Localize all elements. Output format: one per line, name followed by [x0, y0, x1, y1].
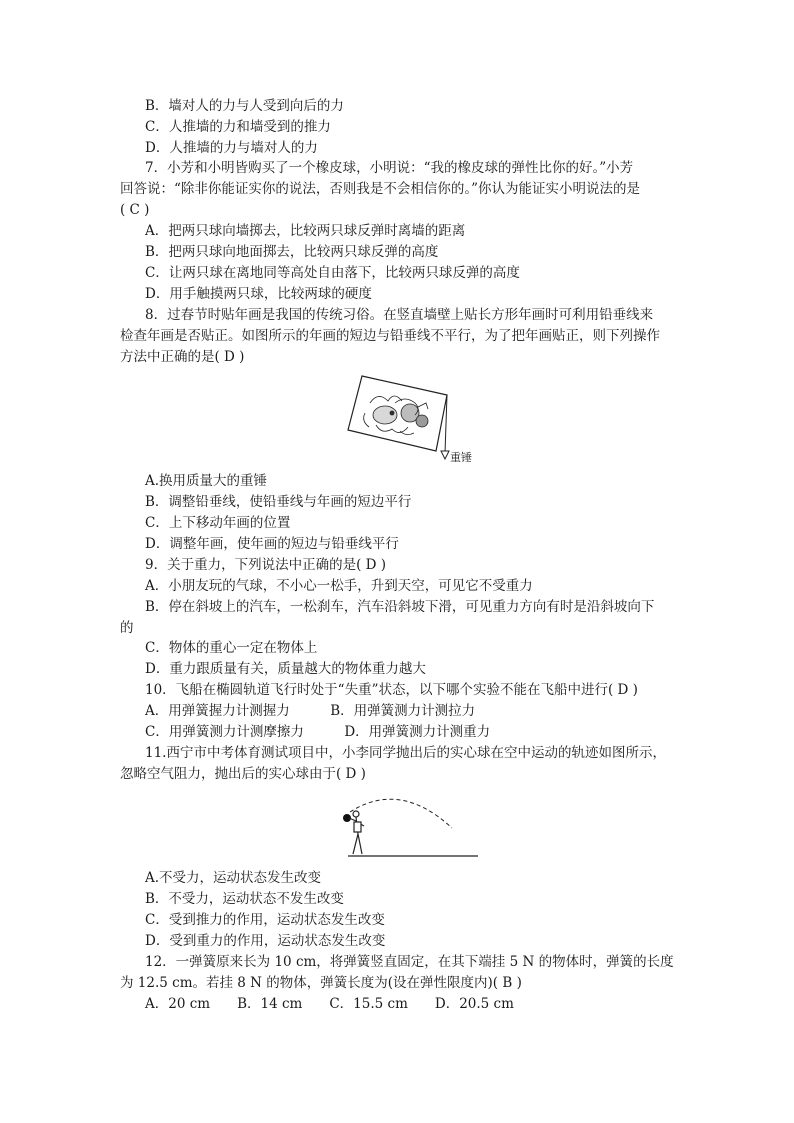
- text-line: 11.西宁市中考体育测试项目中，小李同学抛出后的实心球在空中运动的轨迹如图所示，: [145, 745, 666, 761]
- text-line: A．把两只球向墙掷去，比较两只球反弹时离墙的距离: [145, 223, 466, 239]
- text-line: C．受到推力的作用，运动状态发生改变: [145, 912, 385, 928]
- text-line: A．小朋友玩的气球，不小心一松手，升到天空，可见它不受重力: [145, 578, 533, 594]
- text-line: B．墙对人的力与人受到向后的力: [145, 98, 344, 114]
- text-line: 检查年画是否贴正。如图所示的年画的短边与铅垂线不平行，为了把年画贴正，则下列操作: [120, 328, 660, 344]
- text-line: 的: [120, 620, 134, 636]
- text-line: 8．过春节时贴年画是我国的传统习俗。在竖直墙壁上贴长方形年画时可利用铅垂线来: [145, 307, 654, 323]
- text-line: D．受到重力的作用，运动状态发生改变: [145, 933, 386, 949]
- text-line: D．人推墙的力与墙对人的力: [145, 140, 318, 156]
- shot-put-figure: [340, 792, 485, 862]
- text-line: 忽略空气阻力，抛出后的实心球由于( D ): [120, 766, 366, 782]
- text-line: 为 12.5 cm。若挂 8 N 的物体，弹簧长度为(设在弹性限度内)( B ): [120, 975, 522, 991]
- shot-put-trajectory-illustration: [340, 792, 485, 862]
- text-line: C．用弹簧测力计测摩擦力 D．用弹簧测力计测重力: [145, 724, 491, 740]
- text-line: B．调整铅垂线，使铅垂线与年画的短边平行: [145, 494, 412, 510]
- text-line: D．调整年画，使年画的短边与铅垂线平行: [145, 536, 399, 552]
- plumb-weight-label: 重锤: [450, 451, 472, 464]
- text-line: C．物体的重心一定在物体上: [145, 640, 318, 656]
- new-year-painting-figure: [340, 373, 480, 468]
- text-line: 9．关于重力，下列说法中正确的是( D ): [145, 557, 387, 573]
- text-line: A．20 cm B．14 cm C．15.5 cm D．20.5 cm: [145, 996, 514, 1012]
- text-line: A．用弹簧握力计测握力 B．用弹簧测力计测拉力: [145, 703, 476, 719]
- text-line: ( C ): [120, 202, 150, 218]
- text-line: B．不受力，运动状态不发生改变: [145, 891, 344, 907]
- text-line: 12．一弹簧原来长为 10 cm，将弹簧竖直固定，在其下端挂 5 N 的物体时，弹簧的长度: [145, 954, 674, 970]
- text-line: 方法中正确的是( D ): [120, 349, 245, 365]
- text-line: C．让两只球在离地同等高处自由落下，比较两只球反弹的高度: [145, 265, 520, 281]
- text-line: D．用手触摸两只球，比较两球的硬度: [145, 286, 372, 302]
- text-line: B．把两只球向地面掷去，比较两只球反弹的高度: [145, 244, 439, 260]
- text-line: B．停在斜坡上的汽车，一松刹车，汽车沿斜坡下滑，可见重力方向有时是沿斜坡向下: [145, 599, 655, 615]
- text-line: 7．小芳和小明皆购买了一个橡皮球，小明说：“我的橡皮球的弹性比你的好。”小芳: [145, 160, 634, 176]
- text-line: A.不受力，运动状态发生改变: [145, 870, 322, 886]
- text-line: A.换用质量大的重锤: [145, 473, 268, 489]
- text-line: 10．飞船在椭圆轨道飞行时处于“失重”状态，以下哪个实验不能在飞船中进行( D ): [145, 682, 638, 698]
- text-line: 回答说：“除非你能证实你的说法，否则我是不会相信你的。”你认为能证实小明说法的是: [120, 181, 641, 197]
- text-line: C．人推墙的力和墙受到的推力: [145, 119, 331, 135]
- text-line: D．重力跟质量有关，质量越大的物体重力越大: [145, 661, 426, 677]
- text-line: C．上下移动年画的位置: [145, 515, 291, 531]
